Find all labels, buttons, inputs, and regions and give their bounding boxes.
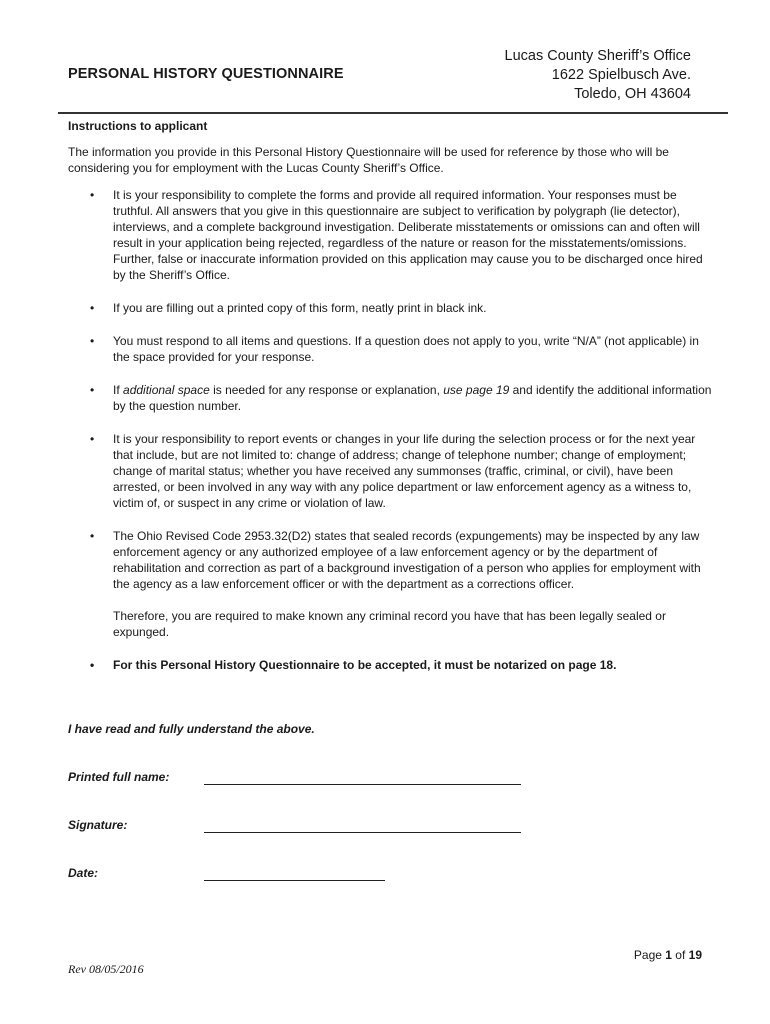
bullet-icon: •	[90, 334, 95, 348]
bullet-icon: •	[90, 658, 95, 672]
page-number	[634, 948, 702, 962]
bullet-icon: •	[90, 188, 95, 202]
list-item-continuation: Therefore, you are required to make known any criminal record you have that has been legally sealed or expunged.	[113, 609, 666, 639]
bullet-icon: •	[90, 432, 95, 446]
bullet-emphasis: additional space	[123, 383, 210, 397]
address-line-city: Toledo, OH 43604	[574, 86, 691, 102]
page-of: of	[671, 948, 689, 962]
acknowledgement-statement: I have read and fully understand the above.	[68, 722, 315, 736]
header-divider	[58, 112, 728, 114]
page-current: 1	[665, 948, 672, 962]
bullet-emphasis: use page 19	[443, 383, 510, 397]
printed-name-field[interactable]	[204, 784, 521, 785]
bullet-icon: •	[90, 301, 95, 315]
date-field[interactable]	[204, 880, 385, 881]
instructions-list	[68, 187, 712, 673]
list-item	[68, 382, 712, 414]
signature-label: Signature:	[68, 818, 128, 832]
bullet-icon: •	[90, 529, 95, 543]
page-prefix: Page	[633, 948, 666, 962]
printed-name-label: Printed full name:	[68, 770, 170, 784]
bullet-text-part: is needed for any response or explanation,	[209, 383, 444, 397]
bullet-text: For this Personal History Questionnaire to be accepted, it must be notarized on page 18.	[113, 658, 617, 672]
list-item	[68, 528, 712, 592]
office-address	[505, 47, 691, 104]
bullet-icon: •	[90, 383, 95, 397]
address-line-street: 1622 Spielbusch Ave.	[551, 67, 691, 83]
bullet-text-part: If	[113, 383, 124, 397]
bullet-text: You must respond to all items and questions. If a question does not apply to you, write “N/A” (not applicable) in the space provided for your response.	[113, 334, 699, 364]
list-item	[68, 333, 712, 365]
list-item-notarization	[68, 657, 712, 673]
signature-field[interactable]	[204, 832, 521, 833]
bullet-text-part: and identify the additional information by the question number.	[113, 383, 712, 413]
bullet-text	[113, 383, 711, 413]
page-total: 19	[688, 948, 702, 962]
instructions-intro: The information you provide in this Personal History Questionnaire will be used for reference by those who will be considering you for employment with the Lucas County Sheriff’s Office.	[68, 145, 669, 175]
bullet-text: If you are filling out a printed copy of this form, neatly print in black ink.	[113, 301, 487, 315]
date-label: Date:	[68, 866, 99, 880]
address-line-office: Lucas County Sheriff’s Office	[504, 48, 691, 64]
list-item	[68, 431, 712, 511]
list-item	[68, 300, 712, 316]
document-title: PERSONAL HISTORY QUESTIONNAIRE	[68, 66, 344, 82]
bullet-text: It is your responsibility to report events or changes in your life during the selection process or for the next year that include, but are not limited to: change of address; change of telephone number; change of employment; change of marital status; whether you have received any summonses (traffic, criminal, or civil), have been arrested, or been involved in any way with any police department or law enforcement agency as a witness to, victim of, or suspect in any crime or violation of law.	[113, 432, 696, 510]
bullet-text: It is your responsibility to complete the forms and provide all required information. Your responses must be truthful. All answers that you give in this questionnaire are subject to verification by polygraph (lie detector), interviews, and a complete background investigation. Deliberate misstatements or omissions can and often will result in your application being rejected, regardless of the nature or reason for the misstatements/omissions. Further, false or inaccurate information provided on this application may cause you to be discharged once hired by the Sheriff’s Office.	[113, 188, 703, 282]
instructions-heading: Instructions to applicant	[68, 119, 208, 133]
revision-date: Rev 08/05/2016	[68, 962, 144, 976]
list-item	[68, 187, 712, 283]
bullet-text: The Ohio Revised Code 2953.32(D2) states that sealed records (expungements) may be inspected by any law enforcement agency or any authorized employee of a law enforcement agency or by the department of rehabilitation and correction as part of a background investigation of a person who applies for employment with the agency as a law enforcement officer or with the department as a corrections officer.	[113, 529, 701, 591]
